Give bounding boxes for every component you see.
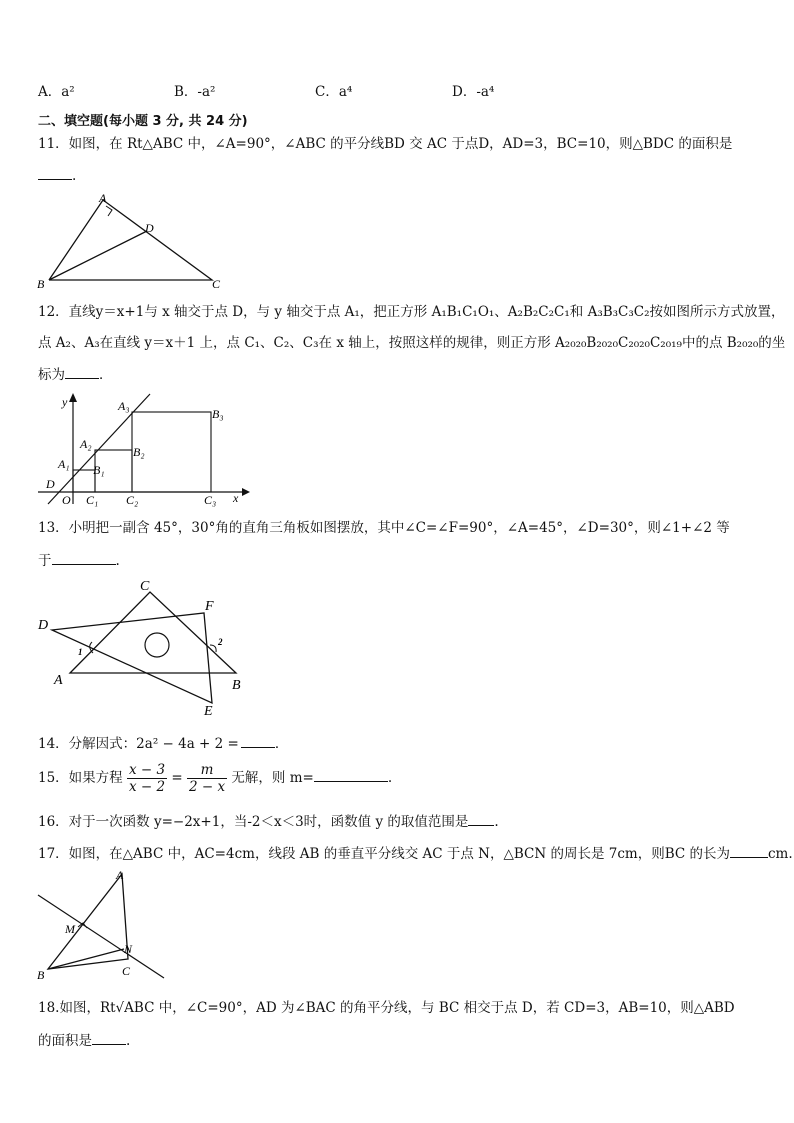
- question-12-line1: 12．直线y＝x+1与 x 轴交于点 D，与 y 轴交于点 A₁，把正方形 A₁B₁C₁O₁、A₂B₂C₂C₁和 A₃B₃C₃C₂按如图所示方式放置，: [38, 304, 785, 320]
- x-arrow: [242, 488, 250, 496]
- y-arrow: [69, 393, 77, 402]
- question-18-line2: [38, 1030, 130, 1051]
- suffix: .: [494, 814, 499, 830]
- circle: [145, 633, 169, 657]
- q13-triangles-figure: [30, 575, 260, 720]
- label-c: C: [140, 579, 150, 594]
- label-d: D: [38, 618, 49, 633]
- question-17-text: 17．如图，在△ABC 中，AC=4cm，线段 AB 的垂直平分线交 AC 于点 N，△BCN 的周长是 7cm，则BC 的长为: [38, 846, 730, 862]
- answer-blank[interactable]: [241, 733, 275, 748]
- label-n: N: [124, 942, 133, 956]
- question-11-answer-line: [38, 165, 76, 186]
- question-13-line2: [38, 550, 120, 571]
- fraction-1-numerator: x − 3: [128, 762, 166, 778]
- label-x: x: [233, 491, 239, 505]
- suffix: .: [115, 553, 120, 569]
- prefix: 标为: [38, 367, 65, 383]
- option-c: C．a⁴: [315, 84, 353, 100]
- label-e: E: [204, 704, 213, 719]
- question-15-middle: 无解，则 m=: [231, 770, 314, 786]
- bisector-bd: [49, 231, 147, 280]
- answer-blank[interactable]: [92, 1030, 126, 1045]
- label-a: A: [54, 673, 63, 688]
- prefix: 的面积是: [38, 1033, 92, 1049]
- label-d: D: [46, 477, 55, 491]
- suffix: ．: [99, 367, 113, 383]
- segment-bn: [48, 949, 124, 969]
- question-18-line1: 18.如图，Rt√ABC 中，∠C=90°，AD 为∠BAC 的角平分线，与 BC 相交于点 D，若 CD=3，AB=10，则△ABD: [38, 1000, 735, 1016]
- label-b: B: [37, 277, 45, 290]
- label-c: C: [122, 964, 131, 978]
- label-b3: B₃: [212, 407, 224, 421]
- fraction-1: [127, 762, 167, 795]
- fraction-2-numerator: m: [187, 762, 227, 779]
- option-d: D．-a⁴: [452, 84, 495, 100]
- label-c1: C₁: [86, 493, 99, 507]
- label-angle-1: 1: [78, 647, 83, 657]
- question-14: [38, 733, 288, 754]
- label-y: y: [62, 395, 68, 409]
- suffix: ．: [274, 736, 289, 752]
- question-12-line2: 点 A₂、A₃在直线 y＝x＋1 上，点 C₁、C₂、C₃在 x 轴上，按照这样的规律，则正方形 A₂₀₂₀B₂₀₂₀C₂₀₂₀C₂₀₁₉中的点 B₂₀₂₀的坐: [38, 335, 786, 351]
- question-16-text: 16．对于一次函数 y=−2x+1，当-2＜x＜3时，函数值 y 的取值范围是: [38, 814, 469, 830]
- label-b: B: [232, 678, 241, 693]
- fraction-2: [187, 762, 227, 795]
- period: .: [72, 168, 77, 184]
- suffix: .: [126, 1033, 131, 1049]
- answer-blank[interactable]: [65, 364, 99, 379]
- question-15-prefix: 15．如果方程: [38, 770, 123, 786]
- label-angle-2: 2: [218, 637, 223, 647]
- label-a3: A₃: [118, 399, 130, 413]
- answer-blank[interactable]: [468, 811, 494, 826]
- option-b: B．-a²: [174, 84, 216, 100]
- suffix: cm.: [767, 846, 793, 862]
- question-15: [38, 762, 392, 795]
- fraction-2-denominator: 2 − x: [189, 779, 226, 795]
- q17-triangle-figure: [30, 865, 180, 985]
- prefix: 于: [38, 553, 52, 569]
- answer-blank[interactable]: [730, 843, 768, 858]
- equals-sign: =: [171, 770, 183, 786]
- question-16: [38, 811, 499, 832]
- label-m: M: [65, 922, 75, 936]
- answer-blank[interactable]: [314, 767, 388, 782]
- right-angle-mark: [106, 206, 112, 216]
- label-c2: C₂: [126, 493, 139, 507]
- label-c: C: [212, 277, 221, 290]
- label-a1: A₁: [58, 457, 70, 471]
- option-a: A．a²: [38, 84, 75, 100]
- label-c3: C₃: [204, 493, 217, 507]
- question-14-text: 14．分解因式：2a² − 4a + 2 =: [38, 736, 239, 752]
- section-title: 二、填空题(每小题 3 分, 共 24 分): [38, 114, 248, 129]
- answer-blank[interactable]: [52, 550, 116, 565]
- question-12-line3: [38, 364, 113, 385]
- question-11-text: 11．如图，在 Rt△ABC 中，∠A=90°，∠ABC 的平分线BD 交 AC 于点D，AD=3，BC=10，则△BDC 的面积是: [38, 136, 733, 152]
- label-o: O: [62, 493, 71, 507]
- label-b: B: [37, 968, 45, 982]
- fraction-1-denominator: x − 2: [128, 779, 166, 795]
- triangle-def: [52, 613, 212, 703]
- label-b1: B₁: [93, 463, 105, 477]
- answer-blank[interactable]: [38, 165, 72, 180]
- perpendicular-bisector: [38, 895, 164, 978]
- triangle-abc: [48, 874, 128, 969]
- label-a: A: [116, 868, 124, 882]
- label-f: F: [205, 599, 214, 614]
- q12-squares-figure: [30, 388, 255, 508]
- label-b2: B₂: [133, 445, 145, 459]
- q11-triangle-figure: [30, 190, 230, 290]
- label-a2: A₂: [80, 437, 92, 451]
- label-a: A: [99, 191, 107, 205]
- question-13-line1: 13．小明把一副含 45°，30°角的直角三角板如图摆放，其中∠C=∠F=90°，∠A=45°，∠D=30°，则∠1+∠2 等: [38, 520, 730, 536]
- label-d: D: [145, 221, 154, 235]
- question-17: [38, 843, 793, 864]
- suffix: .: [387, 770, 393, 786]
